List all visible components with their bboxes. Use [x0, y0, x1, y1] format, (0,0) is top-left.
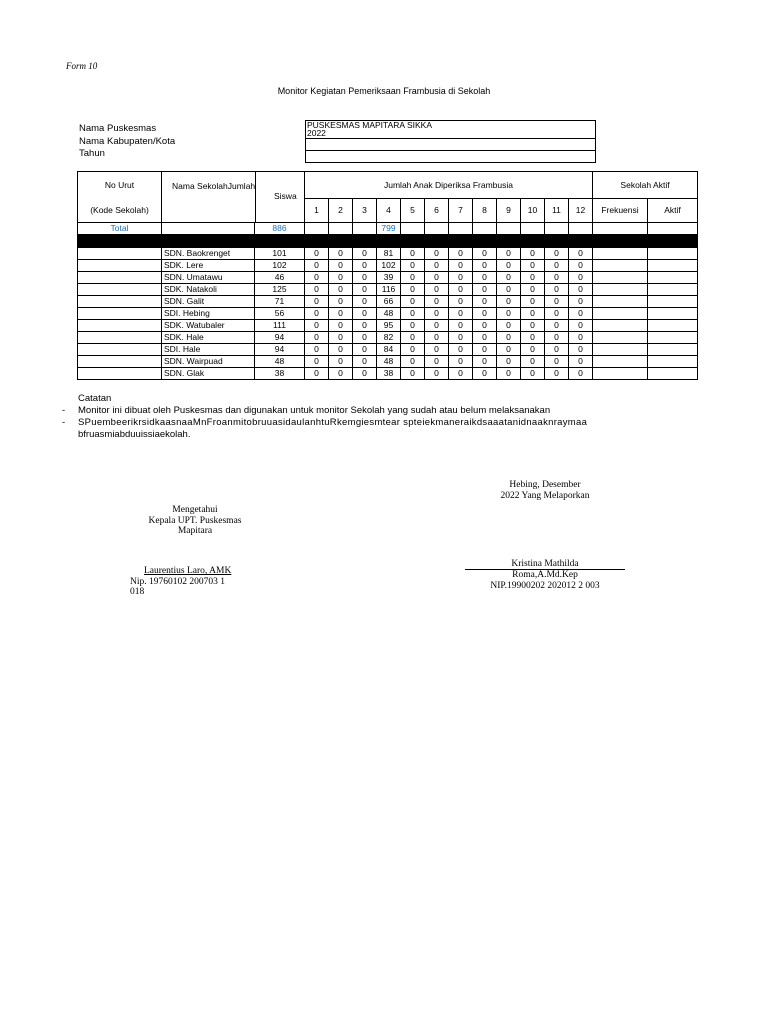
row-month-12: 0	[569, 308, 593, 320]
row-month-1: 0	[305, 356, 329, 368]
row-frekuensi	[593, 308, 648, 320]
sig-left-line-3: Mapitara	[177, 526, 213, 536]
row-month-10: 0	[521, 368, 545, 380]
row-month-1: 0	[305, 332, 329, 344]
row-month-2: 0	[329, 344, 353, 356]
row-month-8: 0	[473, 356, 497, 368]
label-nama-puskesmas: Nama Puskesmas	[79, 123, 157, 134]
row-month-9: 0	[497, 320, 521, 332]
row-aktif	[648, 356, 698, 368]
row-month-10: 0	[521, 332, 545, 344]
label-nama-kabupaten: Nama Kabupaten/Kota	[79, 135, 176, 147]
row-school-name: SDN. Glak	[162, 368, 255, 380]
row-month-5: 0	[401, 260, 425, 272]
row-month-5: 0	[401, 332, 425, 344]
row-aktif	[648, 308, 698, 320]
row-month-2: 0	[329, 308, 353, 320]
row-month-2: 0	[329, 356, 353, 368]
header-jumlah-anak: Jumlah Anak Diperiksa Frambusia	[305, 172, 593, 199]
row-aktif	[648, 248, 698, 260]
row-month-2: 0	[329, 332, 353, 344]
row-aktif	[648, 284, 698, 296]
row-month-9: 0	[497, 344, 521, 356]
header-month-12: 12	[569, 199, 593, 223]
header-month-6: 6	[425, 199, 449, 223]
header-no-urut: No Urut	[78, 172, 162, 199]
row-frekuensi	[593, 248, 648, 260]
table-row	[78, 296, 698, 308]
header-nama-sekolah-jumlah-siswa	[162, 172, 305, 223]
field-kabupaten[interactable]	[306, 139, 596, 151]
row-month-7: 0	[449, 284, 473, 296]
row-month-9: 0	[497, 248, 521, 260]
row-month-7: 0	[449, 320, 473, 332]
row-month-6: 0	[425, 272, 449, 284]
row-school-name: SDN. Umatawu	[162, 272, 255, 284]
row-month-12: 0	[569, 272, 593, 284]
row-aktif	[648, 332, 698, 344]
header-month-4: 4	[377, 199, 401, 223]
sig-left-nip-2: 018	[130, 587, 145, 597]
row-month-6: 0	[425, 356, 449, 368]
row-month-1: 0	[305, 308, 329, 320]
row-kode-sekolah	[78, 272, 162, 284]
row-month-7: 0	[449, 296, 473, 308]
row-frekuensi	[593, 284, 648, 296]
row-frekuensi	[593, 344, 648, 356]
notes-heading: Catatan	[78, 393, 112, 404]
row-month-4: 48	[377, 308, 401, 320]
puskesmas-value: PUSKESMAS MAPITARA SIKKA	[307, 120, 433, 130]
row-month-12: 0	[569, 368, 593, 380]
row-month-10: 0	[521, 272, 545, 284]
document-title: Monitor Kegiatan Pemeriksaan Frambusia di Sekolah	[277, 86, 491, 96]
row-month-6: 0	[425, 308, 449, 320]
row-school-name: SDK. Hale	[162, 332, 255, 344]
field-tahun[interactable]	[306, 151, 596, 163]
row-month-12: 0	[569, 332, 593, 344]
row-month-6: 0	[425, 332, 449, 344]
row-month-4: 116	[377, 284, 401, 296]
row-frekuensi	[593, 260, 648, 272]
row-kode-sekolah	[78, 284, 162, 296]
row-siswa: 56	[255, 308, 305, 320]
row-month-10: 0	[521, 344, 545, 356]
row-month-1: 0	[305, 248, 329, 260]
row-month-8: 0	[473, 248, 497, 260]
row-month-8: 0	[473, 332, 497, 344]
sig-left-nip-1: Nip. 19760102 200703 1	[130, 576, 225, 587]
row-month-7: 0	[449, 308, 473, 320]
row-aktif	[648, 296, 698, 308]
signature-right-footer	[465, 560, 625, 591]
table-row	[78, 356, 698, 368]
row-month-10: 0	[521, 284, 545, 296]
row-frekuensi	[593, 368, 648, 380]
sig-left-line-2: Kepala UPT. Puskesmas	[148, 515, 242, 526]
field-puskesmas[interactable]	[306, 121, 596, 139]
row-month-12: 0	[569, 296, 593, 308]
table-row	[78, 260, 698, 272]
row-siswa: 111	[255, 320, 305, 332]
row-month-7: 0	[449, 368, 473, 380]
row-month-3: 0	[353, 260, 377, 272]
row-month-9: 0	[497, 356, 521, 368]
form-number-label: Form 10	[66, 61, 98, 71]
row-month-3: 0	[353, 308, 377, 320]
row-month-4: 38	[377, 368, 401, 380]
tahun-value: 2022	[307, 128, 326, 138]
row-month-7: 0	[449, 332, 473, 344]
row-kode-sekolah	[78, 368, 162, 380]
row-school-name: SDK. Natakoli	[162, 284, 255, 296]
table-row	[78, 368, 698, 380]
header-month-1: 1	[305, 199, 329, 223]
row-month-10: 0	[521, 308, 545, 320]
row-school-name: SDI. Hebing	[162, 308, 255, 320]
row-month-11: 0	[545, 272, 569, 284]
row-month-8: 0	[473, 308, 497, 320]
row-month-6: 0	[425, 344, 449, 356]
row-siswa: 48	[255, 356, 305, 368]
row-month-11: 0	[545, 344, 569, 356]
row-month-11: 0	[545, 260, 569, 272]
row-school-name: SDN. Baokrenget	[162, 248, 255, 260]
row-month-7: 0	[449, 248, 473, 260]
total-row	[78, 223, 698, 235]
table-row	[78, 332, 698, 344]
total-month-4: 799	[377, 223, 401, 235]
row-month-9: 0	[497, 296, 521, 308]
header-month-3: 3	[353, 199, 377, 223]
row-school-name: SDK. Lere	[162, 260, 255, 272]
row-siswa: 46	[255, 272, 305, 284]
row-month-6: 0	[425, 296, 449, 308]
sig-right-title: Roma,A.Md.Kep	[512, 570, 578, 580]
row-month-3: 0	[353, 356, 377, 368]
header-month-8: 8	[473, 199, 497, 223]
header-month-2: 2	[329, 199, 353, 223]
row-frekuensi	[593, 296, 648, 308]
row-month-12: 0	[569, 320, 593, 332]
table-row	[78, 320, 698, 332]
row-month-2: 0	[329, 248, 353, 260]
signature-left-header	[120, 505, 270, 537]
row-school-name: SDN. Wairpuad	[162, 356, 255, 368]
row-month-6: 0	[425, 320, 449, 332]
row-month-10: 0	[521, 248, 545, 260]
row-month-3: 0	[353, 248, 377, 260]
row-month-4: 95	[377, 320, 401, 332]
row-month-5: 0	[401, 272, 425, 284]
row-month-8: 0	[473, 284, 497, 296]
row-month-5: 0	[401, 248, 425, 260]
sig-right-line-2: 2022 Yang Melaporkan	[500, 490, 590, 501]
row-kode-sekolah	[78, 296, 162, 308]
label-tahun: Tahun	[79, 148, 105, 159]
row-month-12: 0	[569, 248, 593, 260]
row-frekuensi	[593, 332, 648, 344]
row-aktif	[648, 320, 698, 332]
row-siswa: 102	[255, 260, 305, 272]
sig-left-line-1: Mengetahui	[172, 505, 218, 515]
total-label: Total	[78, 223, 162, 235]
signature-left-footer	[130, 566, 231, 598]
signature-right-header	[470, 480, 620, 501]
row-month-11: 0	[545, 368, 569, 380]
row-month-1: 0	[305, 296, 329, 308]
row-month-6: 0	[425, 248, 449, 260]
row-month-4: 102	[377, 260, 401, 272]
row-month-3: 0	[353, 320, 377, 332]
row-kode-sekolah	[78, 308, 162, 320]
row-month-2: 0	[329, 260, 353, 272]
row-month-5: 0	[401, 320, 425, 332]
row-month-12: 0	[569, 284, 593, 296]
notes-line-2: SPuembeerikrsidkaasnaaMnFroanmitobruuasidaulanhtuRkemgiesmtear spteiekmaneraikdsaaatanidnaaknraymaa	[78, 417, 588, 428]
separator-bar	[78, 235, 698, 248]
row-month-3: 0	[353, 368, 377, 380]
row-kode-sekolah	[78, 344, 162, 356]
row-month-6: 0	[425, 284, 449, 296]
row-frekuensi	[593, 356, 648, 368]
table-row	[78, 272, 698, 284]
row-month-2: 0	[329, 272, 353, 284]
row-month-10: 0	[521, 320, 545, 332]
row-month-4: 48	[377, 356, 401, 368]
row-month-1: 0	[305, 368, 329, 380]
row-month-4: 81	[377, 248, 401, 260]
total-siswa: 886	[255, 223, 305, 235]
notes-line-1: Monitor ini dibuat oleh Puskesmas dan digunakan untuk monitor Sekolah yang sudah atau belum melaksanakan	[78, 405, 551, 416]
row-month-11: 0	[545, 284, 569, 296]
row-month-7: 0	[449, 356, 473, 368]
sig-left-name: Laurentius Laro, AMK	[144, 566, 232, 576]
row-siswa: 125	[255, 284, 305, 296]
school-rows	[78, 248, 698, 380]
table-header-row-1	[78, 172, 698, 199]
row-kode-sekolah	[78, 332, 162, 344]
row-siswa: 38	[255, 368, 305, 380]
row-siswa: 101	[255, 248, 305, 260]
row-month-3: 0	[353, 332, 377, 344]
info-labels	[79, 123, 175, 161]
row-month-8: 0	[473, 344, 497, 356]
table-row	[78, 248, 698, 260]
header-sekolah-aktif: Sekolah Aktif	[593, 172, 698, 199]
header-month-5: 5	[401, 199, 425, 223]
row-month-1: 0	[305, 344, 329, 356]
row-month-3: 0	[353, 272, 377, 284]
header-nama-sekolah: Nama SekolahJumlah	[172, 181, 256, 191]
row-month-9: 0	[497, 260, 521, 272]
row-month-7: 0	[449, 344, 473, 356]
notes-section: Catatan - Monitor ini dibuat oleh Puskesmas dan digunakan untuk monitor Sekolah yang sudah atau belum melaksanakan - SPuembeerikrsidkaasnaaMnFroanmitobruuasidaulanhtuRkemgiesmtear spteiekmaneraikdsaaatanidnaaknraymaa bfruasmiabduuissiaekolah.	[62, 393, 588, 440]
row-month-8: 0	[473, 260, 497, 272]
row-siswa: 94	[255, 332, 305, 344]
row-month-9: 0	[497, 308, 521, 320]
row-month-9: 0	[497, 272, 521, 284]
row-month-2: 0	[329, 284, 353, 296]
row-month-1: 0	[305, 284, 329, 296]
row-month-10: 0	[521, 260, 545, 272]
info-fields	[305, 120, 596, 163]
row-month-12: 0	[569, 260, 593, 272]
row-month-1: 0	[305, 260, 329, 272]
row-month-3: 0	[353, 284, 377, 296]
row-month-12: 0	[569, 344, 593, 356]
row-month-5: 0	[401, 296, 425, 308]
row-month-4: 84	[377, 344, 401, 356]
row-month-4: 82	[377, 332, 401, 344]
sig-right-nip: NIP.19900202 202012 2 003	[490, 580, 600, 591]
row-month-8: 0	[473, 272, 497, 284]
row-month-8: 0	[473, 296, 497, 308]
row-month-5: 0	[401, 344, 425, 356]
row-school-name: SDI. Hale	[162, 344, 255, 356]
row-month-5: 0	[401, 368, 425, 380]
table-row	[78, 344, 698, 356]
row-month-7: 0	[449, 272, 473, 284]
row-month-12: 0	[569, 356, 593, 368]
header-month-11: 11	[545, 199, 569, 223]
table-row	[78, 284, 698, 296]
header-siswa: Siswa	[274, 191, 297, 201]
row-month-11: 0	[545, 320, 569, 332]
row-school-name: SDK. Watubaler	[162, 320, 255, 332]
row-month-11: 0	[545, 296, 569, 308]
row-kode-sekolah	[78, 260, 162, 272]
row-month-10: 0	[521, 356, 545, 368]
sig-right-line-1: Hebing, Desember	[509, 480, 581, 490]
row-month-1: 0	[305, 272, 329, 284]
table-row	[78, 308, 698, 320]
row-month-11: 0	[545, 308, 569, 320]
row-aktif	[648, 272, 698, 284]
row-month-8: 0	[473, 368, 497, 380]
row-kode-sekolah	[78, 356, 162, 368]
row-month-5: 0	[401, 356, 425, 368]
row-month-11: 0	[545, 248, 569, 260]
row-month-2: 0	[329, 320, 353, 332]
row-aktif	[648, 344, 698, 356]
row-month-4: 66	[377, 296, 401, 308]
row-frekuensi	[593, 320, 648, 332]
row-month-6: 0	[425, 368, 449, 380]
row-month-9: 0	[497, 284, 521, 296]
header-kode-sekolah: (Kode Sekolah)	[78, 199, 162, 223]
notes-line-3: bfruasmiabduuissiaekolah.	[78, 429, 191, 440]
row-month-4: 39	[377, 272, 401, 284]
row-month-8: 0	[473, 320, 497, 332]
row-school-name: SDN. Galit	[162, 296, 255, 308]
row-month-5: 0	[401, 284, 425, 296]
row-siswa: 71	[255, 296, 305, 308]
header-month-9: 9	[497, 199, 521, 223]
row-month-6: 0	[425, 260, 449, 272]
header-month-10: 10	[521, 199, 545, 223]
row-month-1: 0	[305, 320, 329, 332]
row-frekuensi	[593, 272, 648, 284]
row-month-3: 0	[353, 296, 377, 308]
row-month-9: 0	[497, 368, 521, 380]
row-kode-sekolah	[78, 248, 162, 260]
header-aktif: Aktif	[648, 199, 698, 223]
row-month-2: 0	[329, 368, 353, 380]
sig-right-name: Kristina Mathilda	[465, 560, 625, 570]
row-month-5: 0	[401, 308, 425, 320]
row-aktif	[648, 260, 698, 272]
row-month-3: 0	[353, 344, 377, 356]
row-aktif	[648, 368, 698, 380]
row-month-11: 0	[545, 356, 569, 368]
header-frekuensi: Frekuensi	[593, 199, 648, 223]
row-month-9: 0	[497, 332, 521, 344]
header-month-7: 7	[449, 199, 473, 223]
row-month-10: 0	[521, 296, 545, 308]
row-month-7: 0	[449, 260, 473, 272]
monitoring-table	[77, 171, 698, 380]
row-siswa: 94	[255, 344, 305, 356]
row-month-2: 0	[329, 296, 353, 308]
row-month-11: 0	[545, 332, 569, 344]
row-kode-sekolah	[78, 320, 162, 332]
